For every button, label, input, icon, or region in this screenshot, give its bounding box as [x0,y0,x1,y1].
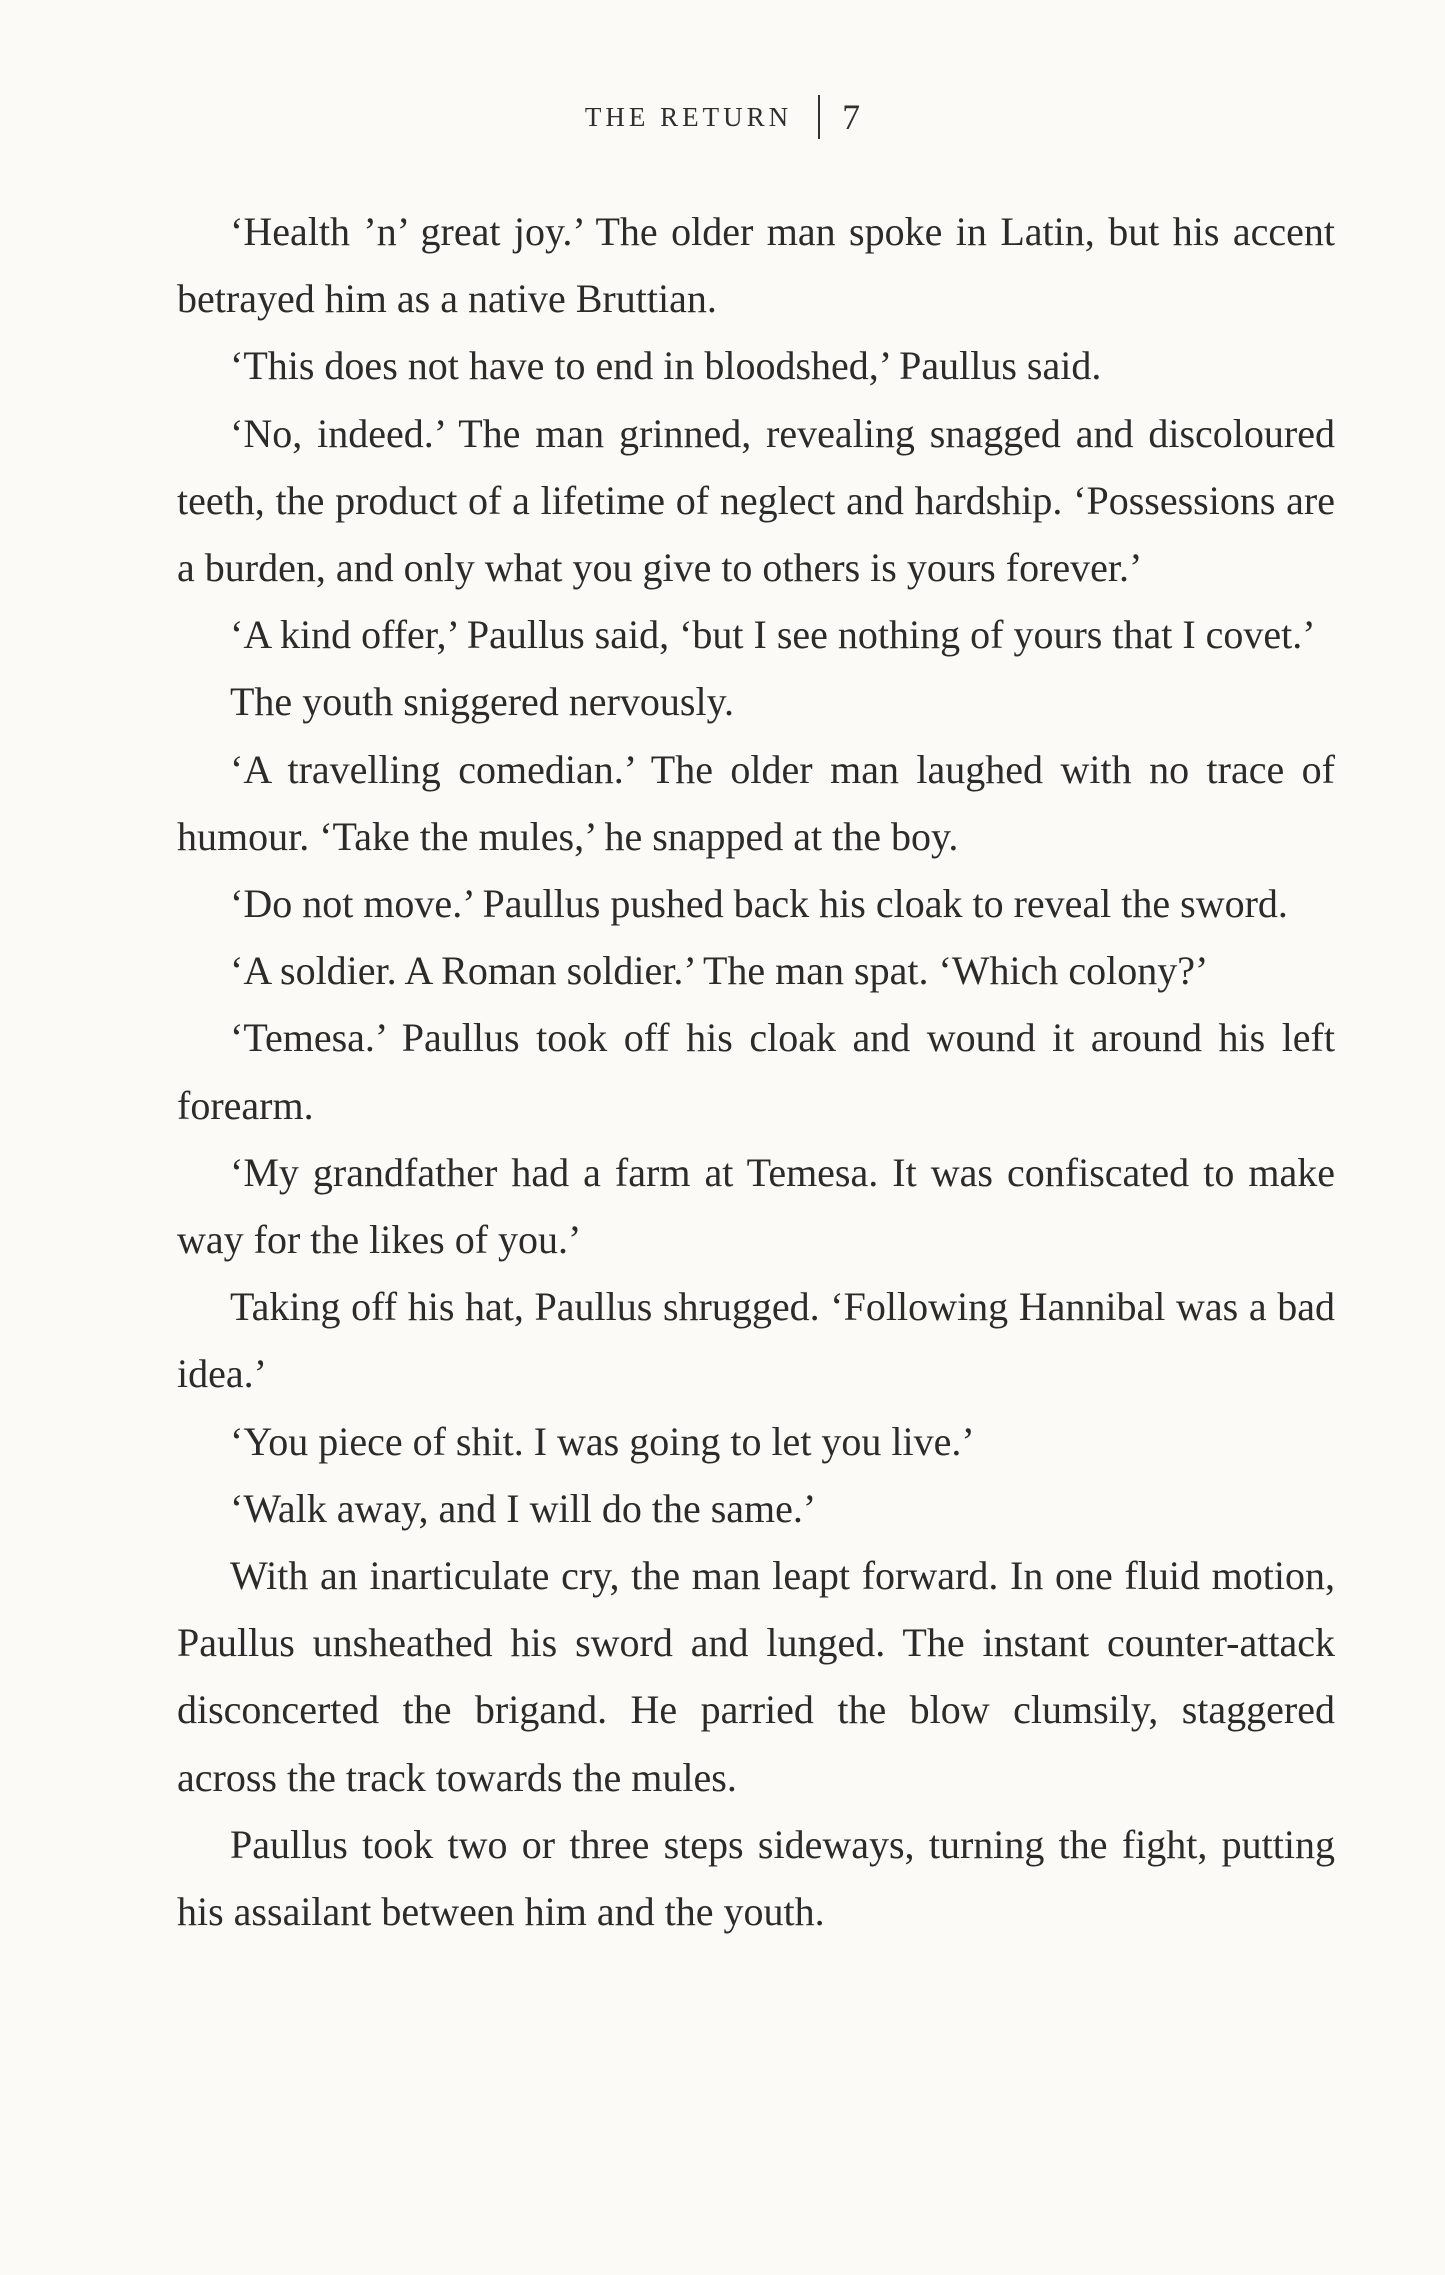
paragraph: ‘Do not move.’ Paullus pushed back his cloak to reveal the sword. [230,881,1288,927]
paragraph: ‘No, indeed.’ The man grinned, revealing snagged and discoloured teeth, the product of a lifetime of neglect and hardship. ‘Possessions are a burden, and only what you give to others is yours forever.’ [177,410,1335,591]
paragraph: ‘A kind offer,’ Paullus said, ‘but I see nothing of yours that I covet.’ [230,612,1316,658]
paragraph: ‘You piece of shit. I was going to let you live.’ [230,1418,975,1464]
body-text [177,198,1335,1945]
running-head [0,95,1445,139]
paragraph: ‘A travelling comedian.’ The older man laughed with no trace of humour. ‘Take the mules,’ he snapped at the boy. [177,746,1335,859]
header-divider [818,95,820,139]
paragraph: ‘This does not have to end in bloodshed,’ Paullus said. [230,343,1102,389]
paragraph: ‘Temesa.’ Paullus took off his cloak and wound it around his left forearm. [177,1015,1335,1128]
paragraph: ‘A soldier. A Roman soldier.’ The man spat. ‘Which colony?’ [230,948,1209,994]
paragraph: With an inarticulate cry, the man leapt forward. In one fluid motion, Paullus unsheathed his sword and lunged. The instant counter-attack disconcerted the brigand. He parried the blow clumsily, staggered across the track towards the mules. [177,1553,1335,1800]
paragraph: Paullus took two or three steps sideways, turning the fight, putting his assailant between him and the youth. [177,1821,1335,1935]
paragraph: ‘Health ’n’ great joy.’ The older man spoke in Latin, but his accent betrayed him as a native Bruttian. [177,209,1335,322]
page-number: 7 [842,97,861,137]
running-title: THE RETURN [584,101,793,132]
paragraph: ‘My grandfather had a farm at Temesa. It was confiscated to make way for the likes of you.’ [177,1149,1335,1263]
paragraph: Taking off his hat, Paullus shrugged. ‘Following Hannibal was a bad idea.’ [177,1284,1335,1397]
paragraph: ‘Walk away, and I will do the same.’ [230,1485,817,1531]
paragraph: The youth sniggered nervously. [230,679,734,725]
